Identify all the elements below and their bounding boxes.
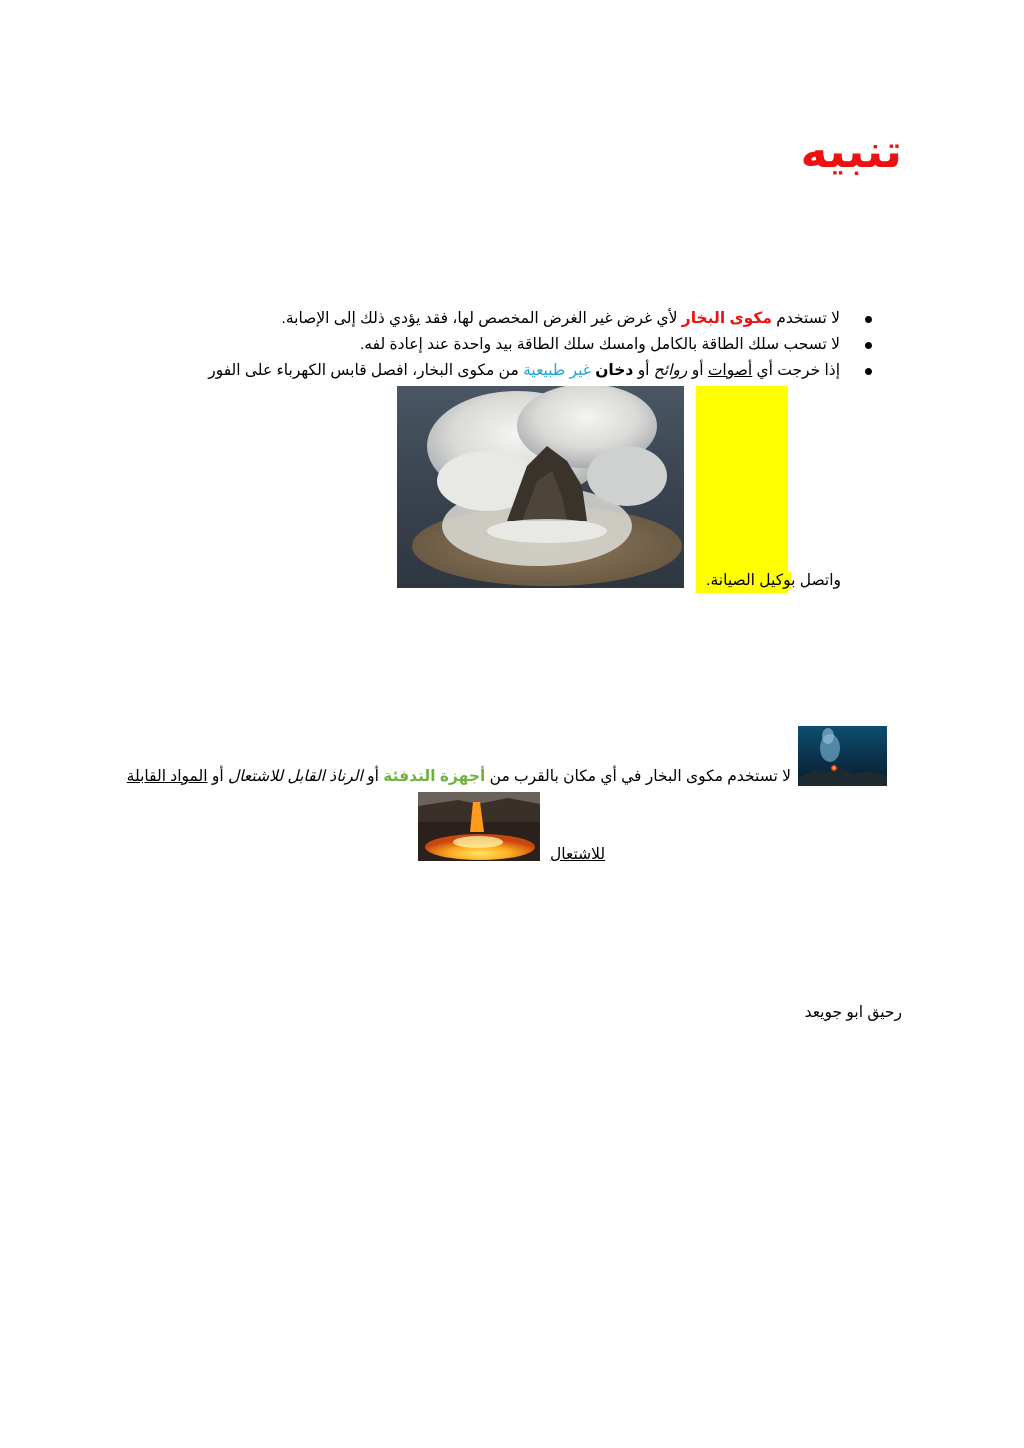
bullet-text	[208, 362, 840, 379]
warning-paragraph	[127, 764, 791, 790]
maintenance-agent-term: وكيل الصيانة	[710, 572, 792, 589]
bullet-text: لا تسحب سلك الطاقة بالكامل وامسك سلك الطاقة بيد واحدة عند إعادة لفه.	[360, 336, 840, 353]
warning-list	[152, 306, 872, 384]
text-run: .	[706, 572, 711, 589]
flammable-term: المواد القابلة	[126, 768, 208, 785]
sounds-term: أصوات	[707, 362, 753, 379]
highlight-block	[696, 386, 788, 593]
lighter-term: الرناذ القابل للاشتعال	[227, 768, 363, 785]
text-run: أو	[362, 768, 384, 785]
heaters-term: أجهزة التدفئة	[383, 768, 486, 785]
volcano-eruption-image	[397, 386, 684, 588]
warning-paragraph-continuation	[550, 842, 605, 868]
lava-flow-image	[418, 792, 540, 861]
bullet-icon	[865, 316, 872, 323]
text-run: من مكوى البخار، افصل قابس الكهرباء على الفور	[208, 362, 524, 379]
bullet-icon	[865, 368, 872, 375]
bullet-icon	[865, 342, 872, 349]
bullet-text	[282, 310, 840, 327]
smells-term: روائح	[653, 362, 688, 379]
text-run: واتصل ب	[791, 572, 841, 589]
list-item	[152, 332, 872, 358]
steam-iron-term: مكوى البخار	[681, 310, 772, 327]
text-run: لأي غرض غير الغرض المخصص لها، فقد يؤدي ذلك إلى الإصابة.	[281, 310, 682, 327]
smoke-term: دخان	[595, 362, 634, 379]
author-name: رحيق ابو جويعد	[804, 1004, 902, 1021]
list-item-continuation	[706, 568, 841, 594]
abnormal-term: غير طبيعية	[523, 362, 591, 379]
list-item	[152, 306, 872, 332]
text-run: إذا خرجت أي	[752, 362, 840, 379]
text-run: لا تستخدم	[771, 310, 840, 327]
text-run: أو	[633, 362, 654, 379]
flammable-term-cont: للاشتعال	[550, 846, 606, 863]
text-run: أو	[207, 768, 228, 785]
text-run: لا تستخدم مكوى البخار في أي مكان بالقرب من	[485, 768, 791, 785]
text-run: أو	[687, 362, 708, 379]
page-title: تنبيه	[800, 125, 902, 177]
underwater-vent-image	[798, 726, 887, 786]
list-item	[152, 358, 872, 384]
